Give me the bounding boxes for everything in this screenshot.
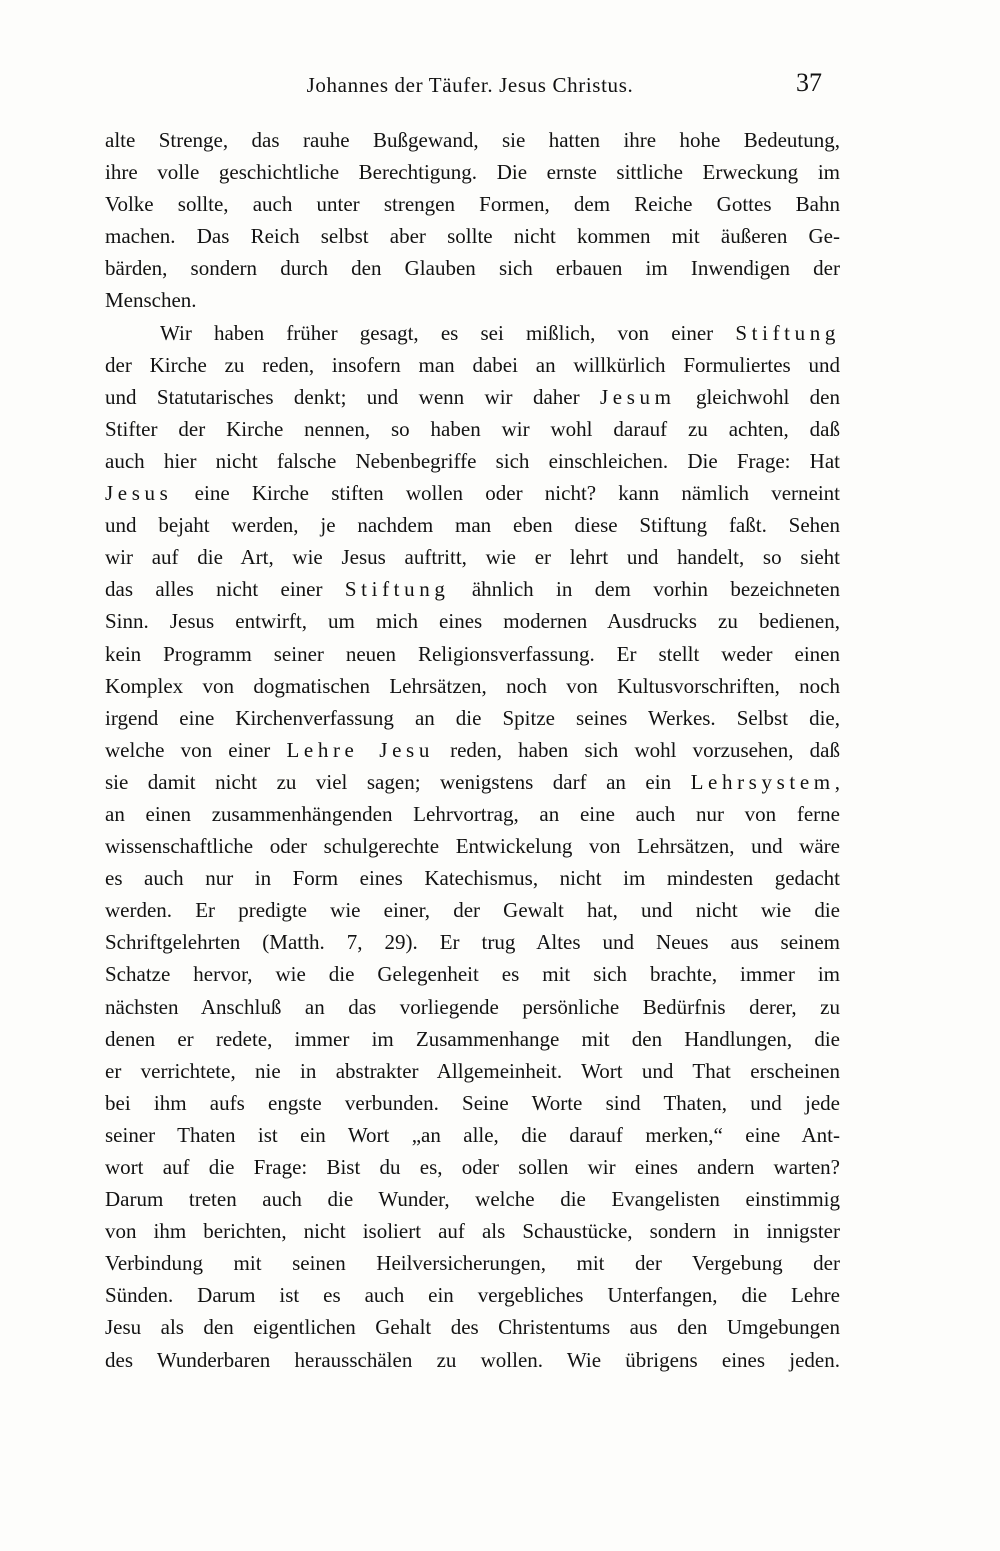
text-segment: , xyxy=(834,769,840,794)
text-line: Schriftgelehrten (Matth. 7, 29). Er trug Altes und Neues aus seinem xyxy=(105,930,840,955)
text-segment: Wir haben früher gesagt, es sei mißlich, von einer xyxy=(160,320,736,345)
text-segment: reden, haben sich wohl vorzusehen, daß xyxy=(433,737,840,762)
spaced-word: Stiftung xyxy=(735,320,840,345)
text-line: Jesu als den eigentlichen Gehalt des Christentums aus den Umgebungen xyxy=(105,1315,840,1340)
spaced-word: Jesum xyxy=(599,384,676,409)
text-line: Darum treten auch die Wunder, welche die Evangelisten einstimmig xyxy=(105,1187,840,1212)
spaced-word: Lehrsystem xyxy=(690,769,835,794)
text-segment: gleichwohl den xyxy=(675,384,840,409)
text-line: Verbindung mit seinen Heilversicherungen, mit der Vergebung der xyxy=(105,1251,840,1276)
text-line: Komplex von dogmatischen Lehrsätzen, noch von Kultusvorschriften, noch xyxy=(105,673,840,698)
body-text xyxy=(105,124,840,1376)
text-line xyxy=(105,477,840,509)
text-line: alte Strenge, das rauhe Bußgewand, sie hatten ihre hohe Bedeutung, xyxy=(105,128,840,152)
text-line: auch hier nicht falsche Nebenbegriffe sich einschleichen. Die Frage: Hat xyxy=(105,448,840,473)
text-line xyxy=(105,766,840,798)
text-line: von ihm berichten, nicht isoliert auf als Schaustücke, sondern in innigster xyxy=(105,1219,840,1244)
text-segment: eine Kirche stiften wollen oder nicht? kann nämlich verneint xyxy=(172,481,840,506)
text-line: Volke sollte, auch unter strengen Formen, dem Reiche Gottes Bahn xyxy=(105,192,840,217)
spaced-word: Jesus xyxy=(105,481,173,506)
text-line: Stifter der Kirche nennen, so haben wir wohl darauf zu achten, daß xyxy=(105,416,840,441)
text-segment: und Statutarisches denkt; und wenn wir daher xyxy=(105,384,600,409)
text-segment: welche von einer xyxy=(105,737,287,762)
text-line: der Kirche zu reden, insofern man dabei an willkürlich Formuliertes und xyxy=(105,352,840,377)
text-line xyxy=(105,734,840,766)
text-line: wir auf die Art, wie Jesus auftritt, wie er lehrt und handelt, so sieht xyxy=(105,545,840,570)
running-head: Johannes der Täufer. Jesus Christus. xyxy=(306,73,634,97)
text-line: machen. Das Reich selbst aber sollte nicht kommen mit äußeren Ge- xyxy=(105,224,840,249)
text-line: kein Programm seiner neuen Religionsverfassung. Er stellt weder einen xyxy=(105,641,840,666)
text-line: Sinn. Jesus entwirft, um mich eines modernen Ausdrucks zu bedienen, xyxy=(105,609,840,634)
spaced-word: Stiftung xyxy=(344,577,450,602)
text-line: ihre volle geschichtliche Berechtigung. Die ernste sittliche Erweckung im xyxy=(105,160,840,185)
text-line xyxy=(105,317,840,349)
text-line: wort auf die Frage: Bist du es, oder sollen wir eines andern warten? xyxy=(105,1155,840,1179)
text-line: bärden, sondern durch den Glauben sich erbauen im Inwendigen der xyxy=(105,256,840,281)
spaced-word: Lehre Jesu xyxy=(286,737,434,762)
page-number: 37 xyxy=(796,68,822,97)
text-line: und bejaht werden, je nachdem man eben diese Stiftung faßt. Sehen xyxy=(105,513,840,538)
text-line: er verrichtete, nie in abstrakter Allgemeinheit. Wort und That erscheinen xyxy=(105,1058,840,1083)
text-line: seiner Thaten ist ein Wort „an alle, die darauf merken,“ eine Ant- xyxy=(105,1122,840,1147)
text-line: wissenschaftliche oder schulgerechte Entwickelung von Lehrsätzen, und wäre xyxy=(105,834,840,859)
text-line: werden. Er predigte wie einer, der Gewalt hat, und nicht wie die xyxy=(105,898,840,923)
text-line: des Wunderbaren herausschälen zu wollen. Wie übrigens eines jeden. xyxy=(105,1347,840,1372)
text-line: Menschen. xyxy=(105,288,197,313)
text-line: bei ihm aufs engste verbunden. Seine Worte sind Thaten, und jede xyxy=(105,1090,840,1115)
text-line: an einen zusammenhängenden Lehrvortrag, an eine auch nur von ferne xyxy=(105,801,840,826)
text-line: Schatze hervor, wie die Gelegenheit es mit sich brachte, immer im xyxy=(105,962,840,987)
text-line: Sünden. Darum ist es auch ein vergebliches Unterfangen, die Lehre xyxy=(105,1283,840,1308)
text-line xyxy=(105,573,840,605)
text-segment: das alles nicht einer xyxy=(105,577,345,602)
text-line: irgend eine Kirchenverfassung an die Spitze seines Werkes. Selbst die, xyxy=(105,705,840,730)
text-segment: ähnlich in dem vorhin bezeichneten xyxy=(449,577,840,602)
text-line: denen er redete, immer im Zusammenhange mit den Handlungen, die xyxy=(105,1026,840,1051)
text-line: nächsten Anschluß an das vorliegende persönliche Bedürfnis derer, zu xyxy=(105,994,840,1019)
text-line xyxy=(105,381,840,413)
text-segment: sie damit nicht zu viel sagen; wenigstens darf an ein xyxy=(105,769,691,794)
text-line: es auch nur in Form eines Katechismus, nicht im mindesten gedacht xyxy=(105,866,840,891)
